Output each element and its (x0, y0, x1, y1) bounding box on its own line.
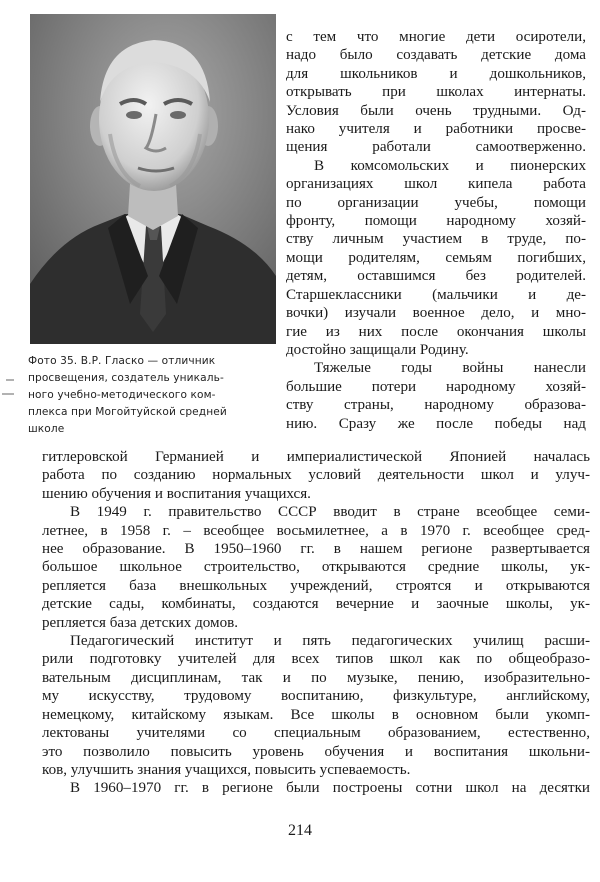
text-line: щения работали самоотверженно. (286, 139, 586, 156)
paragraph (42, 779, 590, 797)
text-line: шению обучения и воспитания учащихся. (42, 485, 311, 502)
text-line: нее образование. В 1950–1960 гг. в нашем регионе развертывается (42, 541, 590, 558)
text-line: детские сады, комбинаты, создаются вечерние и заочные школы, ук- (42, 596, 590, 613)
text-line: гие из них после окончания школы (286, 323, 586, 340)
text-line: по организации учебы, помощи (286, 194, 586, 211)
text-line: рили подготовку учителей для всех типов школ как по общеобразо- (42, 651, 590, 668)
page-number: 214 (288, 822, 312, 839)
text-line: Старшеклассники (мальчики и де- (286, 286, 586, 303)
text-line: фронту, помощи народному хозяй- (286, 213, 586, 230)
text-line: вательным дисциплинам, так и по музыке, пению, изобразительно- (42, 669, 590, 686)
text-line: нако учителя и работники просве- (286, 121, 586, 138)
caption-line: школе (28, 423, 65, 435)
text-line: детям, оставшимся без родителей. (286, 268, 586, 285)
text-line: ков, улучшить знания учащихся, повысить успеваемость. (42, 761, 411, 778)
text-line: нию. Сразу же после победы над (286, 415, 586, 432)
text-line: летнее, в 1958 г. – всеобщее восьмилетнее, а в 1970 г. всеобщее сред- (42, 522, 590, 539)
text-line: Условия были очень трудными. Од- (286, 102, 586, 119)
paragraph (42, 632, 590, 779)
full-width-text (42, 448, 590, 798)
text-line: для школьников и дошкольников, (286, 65, 586, 82)
photo-caption (28, 353, 278, 438)
text-line: гитлеровской Германией и империалистической Японией началась (42, 449, 590, 465)
text-line: ству личным участием в труде, по- (286, 231, 586, 248)
text-line: надо было создавать детские дома (286, 47, 586, 64)
text-line: большое школьное строительство, открываются средние школы, ук- (42, 559, 590, 576)
caption-line: просвещения, создатель уникаль- (28, 372, 224, 384)
text-line: с тем что многие дети осиротели, (286, 29, 586, 45)
portrait-image (30, 14, 276, 344)
text-line: это позволило повысить уровень обучения и воспитания школьни- (42, 743, 590, 760)
text-line: репляется база внешкольных учреждений, строятся и открываются (42, 577, 590, 594)
caption-line: плекса при Могойтуйской средней (28, 406, 227, 418)
paragraph (42, 448, 590, 503)
text-line: му искусству, трудовому воспитанию, физкультуре, английскому, (42, 688, 590, 705)
text-line: В 1949 г. правительство СССР вводит в стране всеобщее семи- (70, 504, 590, 521)
text-line: ству страны, народному образова- (286, 397, 586, 414)
text-line: организациях школ кипела работа (286, 176, 586, 193)
text-line: В 1960–1970 гг. в регионе были построены сотни школ на десятки (70, 780, 590, 797)
text-line: работа по созданию нормальных условий деятельности школ и улуч- (42, 467, 590, 484)
text-line: открывать при школах интернаты. (286, 84, 586, 101)
margin-mark-decoration (0, 378, 22, 398)
text-line: мощи родителям, семьям погибших, (286, 249, 586, 266)
caption-line: Фото 35. В.Р. Гласко — отличник (28, 355, 216, 367)
text-line: Тяжелые годы войны нанесли (314, 360, 586, 377)
text-line: достойно защищали Родину. (286, 341, 469, 358)
text-line: лектованы учителями со специальным образованием, естественно, (42, 725, 590, 742)
text-line: немецкому, китайскому языкам. Все школы в основном были укомп- (42, 706, 590, 723)
caption-line: ного учебно-методического ком- (28, 389, 216, 401)
text-line: В комсомольских и пионерских (314, 157, 586, 174)
right-column-text (286, 28, 586, 433)
text-line: большие потери народному хозяй- (286, 378, 586, 395)
paragraph (42, 503, 590, 632)
text-line: репляется база детских домов. (42, 614, 239, 631)
portrait-photo (30, 14, 276, 344)
text-line: Педагогический институт и пять педагогических училищ расши- (70, 633, 590, 650)
text-line: вочки) изучали военное дело, и мно- (286, 305, 586, 322)
